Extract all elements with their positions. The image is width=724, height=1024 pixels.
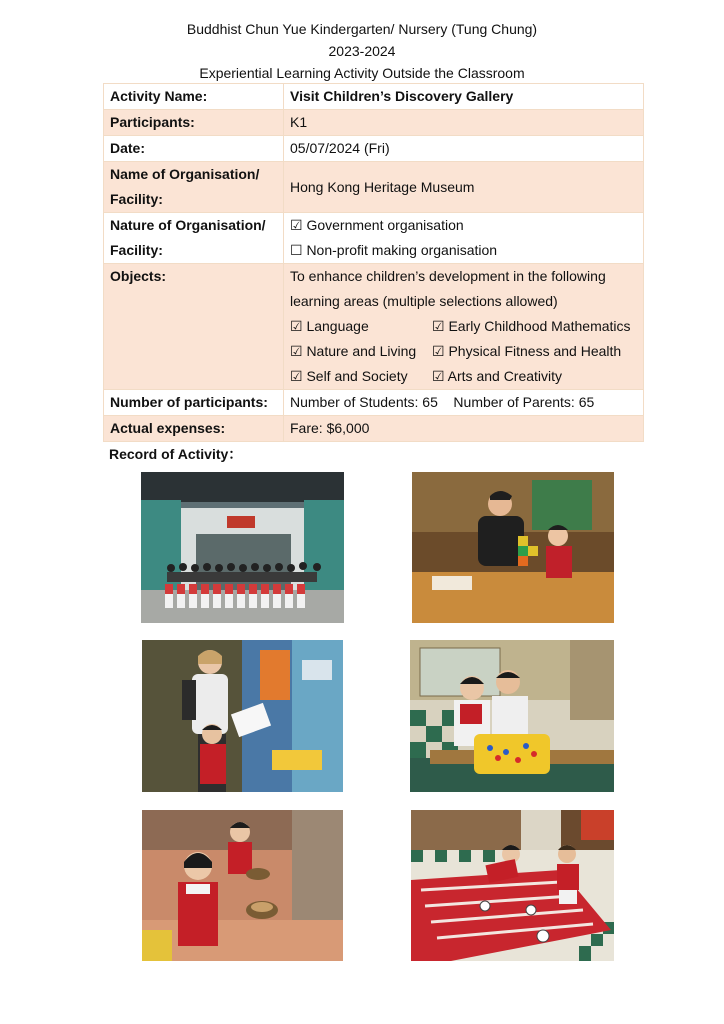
date-value: 05/07/2024 (Fri)	[284, 136, 644, 162]
table-row	[104, 136, 644, 162]
nature-option-government: ☑ Government organisation	[290, 217, 464, 233]
organisation-label-line2: Facility:	[110, 191, 163, 207]
organisation-label	[104, 162, 284, 213]
participants-label: Participants:	[104, 110, 284, 136]
nature-label-line1: Nature of Organisation/	[110, 217, 266, 233]
children-on-floor-game-mat	[411, 810, 614, 961]
learning-area-nature-living: ☑ Nature and Living	[290, 343, 417, 359]
learning-area-self-society: ☑ Self and Society	[290, 368, 408, 384]
learning-area-row	[290, 339, 637, 364]
objects-value	[284, 264, 644, 390]
table-row	[104, 84, 644, 110]
organisation-value: Hong Kong Heritage Museum	[284, 162, 644, 213]
objects-intro-line2: learning areas (multiple selections allowed)	[290, 293, 558, 309]
children-grinding-activity	[142, 810, 343, 961]
school-year: 2023-2024	[328, 43, 396, 59]
expenses-value: Fare: $6,000	[284, 416, 644, 442]
child-reading-exhibit-panel	[142, 640, 343, 792]
objects-label: Objects:	[104, 264, 284, 390]
organisation-label-line1: Name of Organisation/	[110, 166, 260, 182]
participants-value: K1	[284, 110, 644, 136]
parent-child-building-blocks	[412, 472, 614, 623]
record-of-activity-heading: Record of Activity：	[109, 446, 243, 462]
learning-area-language: ☑ Language	[290, 318, 369, 334]
activity-name-label: Activity Name:	[104, 84, 284, 110]
children-playing-board-game	[410, 640, 614, 792]
number-label: Number of participants:	[104, 390, 284, 416]
document-title: Experiential Learning Activity Outside the Classroom	[199, 65, 525, 81]
learning-area-row	[290, 364, 637, 389]
school-name: Buddhist Chun Yue Kindergarten/ Nursery (Tung Chung)	[186, 21, 538, 37]
date-label: Date:	[104, 136, 284, 162]
objects-intro-line1: To enhance children’s development in the following	[290, 268, 606, 284]
nature-option-nonprofit: ☐ Non-profit making organisation	[290, 242, 498, 258]
table-row	[104, 162, 644, 213]
expenses-label: Actual expenses:	[104, 416, 284, 442]
learning-area-physical-fitness: ☑ Physical Fitness and Health	[432, 343, 622, 359]
learning-area-mathematics: ☑ Early Childhood Mathematics	[432, 318, 631, 334]
nature-label	[104, 213, 284, 264]
table-row	[104, 110, 644, 136]
group-photo-museum-entrance	[141, 472, 344, 623]
table-row	[104, 390, 644, 416]
number-value: Number of Students: 65 Number of Parents: 65	[284, 390, 644, 416]
learning-area-arts-creativity: ☑ Arts and Creativity	[432, 368, 563, 384]
table-row	[104, 213, 644, 264]
nature-label-line2: Facility:	[110, 242, 163, 258]
table-row	[104, 416, 644, 442]
table-row	[104, 264, 644, 390]
activity-name-value: Visit Children’s Discovery Gallery	[284, 84, 644, 110]
learning-area-row	[290, 314, 637, 339]
activity-info-table	[103, 83, 644, 442]
nature-options	[284, 213, 644, 264]
